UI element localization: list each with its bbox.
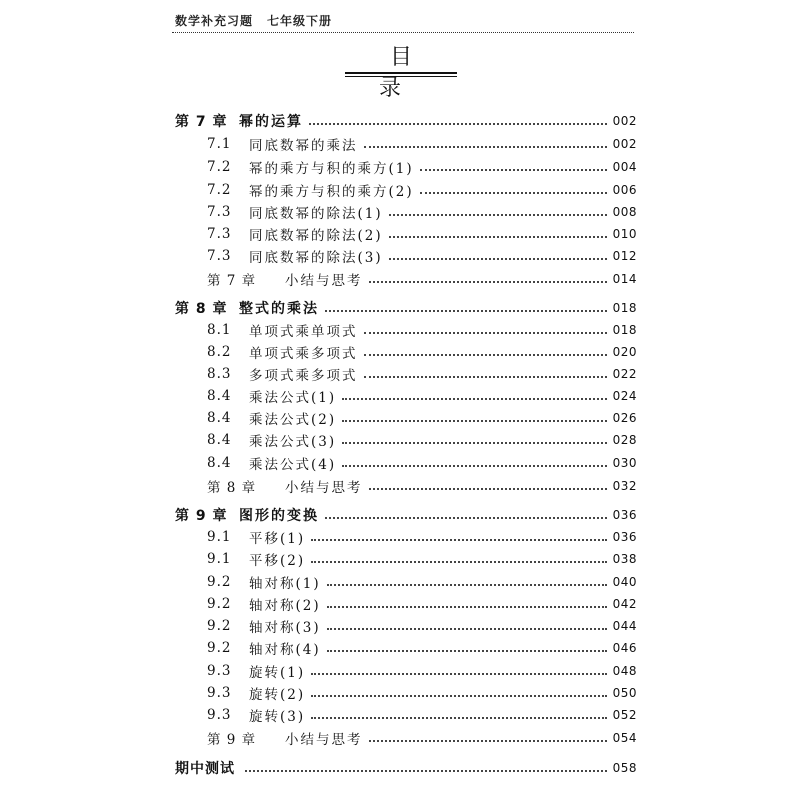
toc-number: 8.3 [207, 366, 232, 382]
toc-title: 乘法公式(3) [249, 434, 337, 450]
toc-title: 轴对称(3) [249, 620, 321, 636]
dot-leader [327, 627, 607, 630]
toc-number: 7.2 [207, 159, 232, 175]
toc-section-entry [175, 341, 637, 363]
toc-title: 旋转(3) [249, 709, 306, 725]
toc-page-number: 020 [612, 345, 637, 359]
toc-title: 同底数幂的乘法 [249, 138, 358, 154]
toc-page-number: 036 [612, 508, 637, 522]
book-title: 数学补充习题 [175, 14, 254, 28]
dot-leader [327, 649, 607, 652]
toc-page-number: 026 [612, 411, 637, 425]
toc-title: 轴对称(2) [249, 598, 321, 614]
toc-section-entry [175, 593, 637, 615]
toc-number: 9.3 [207, 707, 232, 723]
toc-number: 9.2 [207, 574, 232, 590]
dot-leader [369, 280, 607, 283]
toc-number: 9.3 [207, 663, 232, 679]
toc-page-number: 042 [612, 597, 637, 611]
toc-section-entry [175, 571, 637, 593]
dot-leader [364, 145, 607, 148]
toc-number: 第 8 章 [175, 301, 228, 317]
toc-page-number: 050 [612, 686, 637, 700]
toc-title: 乘法公式(4) [249, 457, 337, 473]
toc-section-entry [175, 660, 637, 682]
toc-page-number: 014 [612, 272, 637, 286]
toc-title: 小结与思考 [285, 273, 363, 289]
toc-number: 8.4 [207, 455, 232, 471]
toc-page-number: 046 [612, 641, 637, 655]
toc-page-number: 048 [612, 664, 637, 678]
toc-number: 7.1 [207, 136, 232, 152]
toc-summary-entry [175, 475, 637, 497]
toc-number: 第 8 章 [207, 480, 257, 496]
toc-page-number: 040 [612, 575, 637, 589]
dot-leader [311, 694, 606, 697]
dot-leader [311, 672, 606, 675]
toc-chapter-entry [175, 110, 637, 132]
dot-leader [364, 331, 607, 334]
toc-number: 8.4 [207, 432, 232, 448]
toc-number: 9.1 [207, 551, 232, 567]
dot-leader [342, 397, 606, 400]
toc-number: 8.4 [207, 410, 232, 426]
toc-summary-entry [175, 268, 637, 290]
toc-section-entry [175, 526, 637, 548]
toc-section-entry [175, 245, 637, 267]
dot-leader [364, 353, 607, 356]
toc-number: 8.2 [207, 344, 232, 360]
toc-page-number: 036 [612, 530, 637, 544]
toc-title: 幂的乘方与积的乘方(2) [249, 184, 414, 200]
toc-chapter-entry [175, 757, 637, 779]
toc-page-number: 002 [612, 114, 637, 128]
toc-page-number: 024 [612, 389, 637, 403]
dot-leader [342, 464, 606, 467]
toc-number: 9.2 [207, 596, 232, 612]
toc-number: 7.3 [207, 226, 232, 242]
toc-section-entry [175, 429, 637, 451]
toc-number: 期中测试 [175, 761, 235, 777]
toc-title: 旋转(2) [249, 687, 306, 703]
toc-title: 平移(2) [249, 553, 306, 569]
dot-leader [311, 560, 606, 563]
toc-number: 第 9 章 [175, 508, 228, 524]
toc-title: 平移(1) [249, 531, 306, 547]
toc-page-number: 044 [612, 619, 637, 633]
toc-summary-entry [175, 727, 637, 749]
toc-page-number: 030 [612, 456, 637, 470]
toc-number: 8.4 [207, 388, 232, 404]
toc-chapter-entry [175, 504, 637, 526]
toc-page-number: 018 [612, 301, 637, 315]
toc-section-entry [175, 179, 637, 201]
toc-page-number: 028 [612, 433, 637, 447]
dot-leader [389, 257, 607, 260]
dot-leader [420, 168, 607, 171]
dot-leader [245, 769, 607, 772]
toc-number: 第 9 章 [207, 732, 257, 748]
toc-section-entry [175, 548, 637, 570]
toc-section-entry [175, 407, 637, 429]
dot-leader [327, 605, 607, 608]
dot-leader [311, 538, 606, 541]
toc-chapter-entry [175, 297, 637, 319]
toc-title: 轴对称(4) [249, 642, 321, 658]
toc-title: 幂的乘方与积的乘方(1) [249, 161, 414, 177]
dot-leader [342, 419, 606, 422]
toc-title: 多项式乘多项式 [249, 368, 358, 384]
page-title: 目 录 [378, 45, 479, 101]
toc-number: 8.1 [207, 322, 232, 338]
toc-number: 9.2 [207, 618, 232, 634]
toc-section-entry [175, 363, 637, 385]
toc-page-number: 010 [612, 227, 637, 241]
toc-title: 旋转(1) [249, 665, 306, 681]
toc-page-number: 058 [612, 761, 637, 775]
toc-title: 单项式乘单项式 [249, 324, 358, 340]
toc-title: 同底数幂的除法(2) [249, 228, 383, 244]
toc-page-number: 012 [612, 249, 637, 263]
toc-title: 轴对称(1) [249, 576, 321, 592]
toc-number: 第 7 章 [175, 114, 228, 130]
dot-leader [364, 375, 607, 378]
toc-number: 9.3 [207, 685, 232, 701]
toc-title: 小结与思考 [285, 732, 363, 748]
toc-page-number: 006 [612, 183, 637, 197]
toc-section-entry [175, 452, 637, 474]
dot-leader [311, 716, 606, 719]
toc-section-entry [175, 615, 637, 637]
toc-page-number: 004 [612, 160, 637, 174]
toc-title: 同底数幂的除法(1) [249, 206, 383, 222]
toc-number: 7.3 [207, 204, 232, 220]
toc-page-number: 022 [612, 367, 637, 381]
dot-leader [420, 191, 607, 194]
toc-page-number: 008 [612, 205, 637, 219]
dot-leader [389, 213, 607, 216]
toc-title: 图形的变换 [239, 508, 319, 524]
grade-label: 七年级下册 [267, 14, 333, 28]
toc-number: 7.3 [207, 248, 232, 264]
toc-title: 乘法公式(1) [249, 390, 337, 406]
toc-section-entry [175, 133, 637, 155]
toc-number: 9.2 [207, 640, 232, 656]
toc-page-number: 018 [612, 323, 637, 337]
toc-title: 整式的乘法 [239, 301, 319, 317]
toc-page-number: 032 [612, 479, 637, 493]
dot-leader [325, 516, 607, 519]
toc-section-entry [175, 223, 637, 245]
toc-title: 幂的运算 [239, 114, 303, 130]
toc-section-entry [175, 385, 637, 407]
toc-section-entry [175, 201, 637, 223]
dot-leader [309, 122, 607, 125]
toc-section-entry [175, 637, 637, 659]
toc-section-entry [175, 319, 637, 341]
toc-page-number: 054 [612, 731, 637, 745]
toc-section-entry [175, 156, 637, 178]
toc-page-number: 002 [612, 137, 637, 151]
dot-leader [342, 441, 606, 444]
toc-title: 单项式乘多项式 [249, 346, 358, 362]
toc-number: 第 7 章 [207, 273, 257, 289]
dot-leader [369, 739, 607, 742]
toc-number: 9.1 [207, 529, 232, 545]
toc-section-entry [175, 704, 637, 726]
toc-title: 乘法公式(2) [249, 412, 337, 428]
toc-page-number: 052 [612, 708, 637, 722]
toc-title: 同底数幂的除法(3) [249, 250, 383, 266]
toc-title: 小结与思考 [285, 480, 363, 496]
toc-page-number: 038 [612, 552, 637, 566]
dot-leader [327, 583, 607, 586]
dot-leader [369, 487, 607, 490]
toc-section-entry [175, 682, 637, 704]
dot-leader [389, 235, 607, 238]
toc-number: 7.2 [207, 182, 232, 198]
dot-leader [325, 309, 607, 312]
